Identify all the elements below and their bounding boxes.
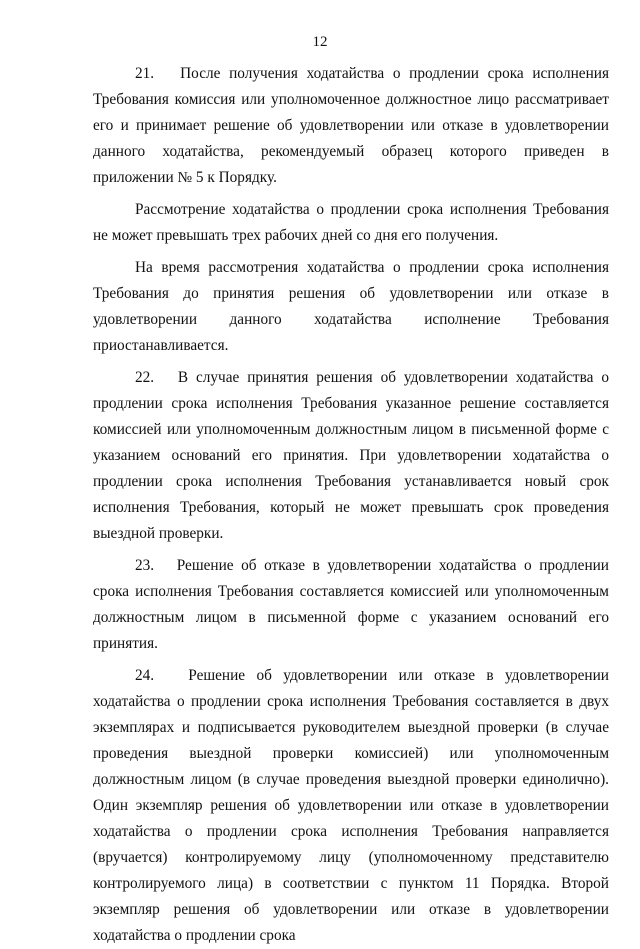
document-body [93, 61, 609, 949]
paragraph-21: 21. После получения ходатайства о продлении срока исполнения Требования комиссия или уполномоченное должностное лицо рассматривает его и принимает решение об удовлетворении или отказе в удовлетворении данного ходатайства, рекомендуемый образец которого приведен в приложении № 5 к Порядку. [93, 65, 609, 186]
paragraph-24: 24. Решение об удовлетворении или отказе в удовлетворении ходатайства о продлении срока исполнения Требования составляется в двух экземплярах и подписывается руководителем выездной проверки (в случае проведения выездной проверки комиссией) или уполномоченным должностным лицом (в случае проведения выездной проверки единолично). Один экземпляр решения об удовлетворении или отказе в удовлетворении ходатайства о продлении срока исполнения Требования направляется (вручается) контролируемому лицу (уполномоченному представителю контролируемого лица) в соответствии с пунктом 11 Порядка. Второй экземпляр решения об удовлетворении или отказе в удовлетворении ходатайства о продлении срока [93, 667, 609, 944]
paragraph-review-period: Рассмотрение ходатайства о продлении срока исполнения Требования не может превышать трех рабочих дней со дня его получения. [93, 201, 609, 244]
paragraph-22: 22. В случае принятия решения об удовлетворении ходатайства о продлении срока исполнения Требования указанное решение составляется комиссией или уполномоченным должностным лицом в письменной форме с указанием оснований его принятия. При удовлетворении ходатайства о продлении срока исполнения Требования устанавливается новый срок исполнения Требования, который не может превышать срок проведения выездной проверки. [93, 369, 609, 542]
paragraph-23: 23. Решение об отказе в удовлетворении ходатайства о продлении срока исполнения Требования составляется комиссией или уполномоченным должностным лицом в письменной форме с указанием оснований его принятия. [93, 557, 609, 652]
paragraph-suspension: На время рассмотрения ходатайства о продлении срока исполнения Требования до принятия решения об удовлетворении или отказе в удовлетворении данного ходатайства исполнение Требования приостанавливается. [93, 259, 609, 354]
page-number: 12 [312, 34, 328, 50]
